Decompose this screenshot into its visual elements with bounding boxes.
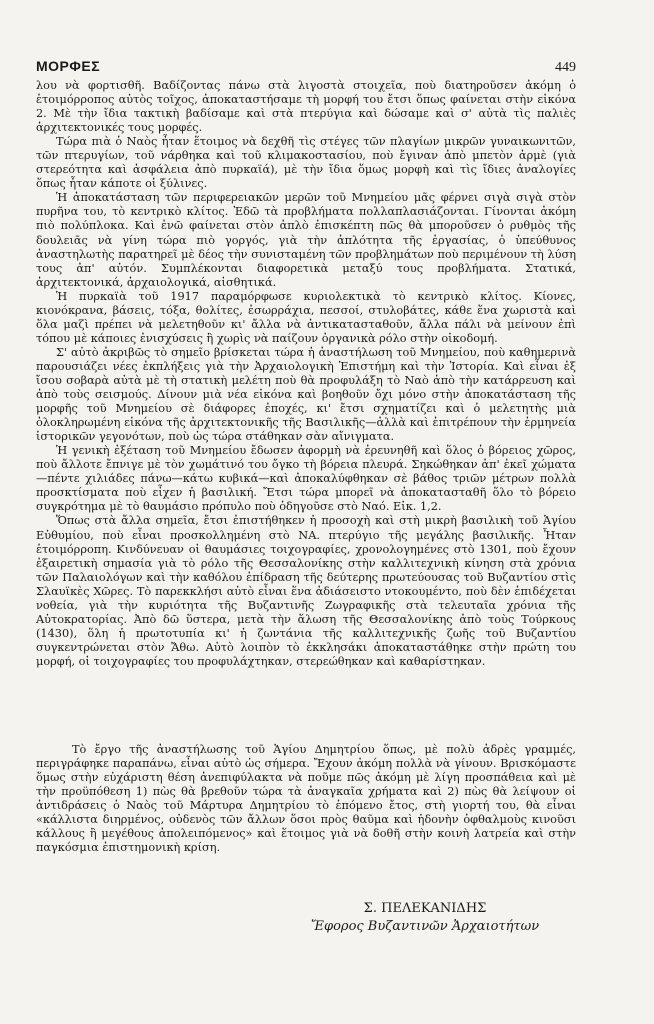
closing-paragraph: Τὸ ἔργο τῆς ἀναστήλωσης τοῦ Ἁγίου Δημητρίου ὅπως, μὲ πολὺ ἀδρὲς γραμμές, περιγράφηκε παραπάνω, εἶναι αὐτὸ ὡς σήμερα. Ἔχουν ἀκόμη πολλὰ νὰ γίνουν. Βρισκόμαστε ὅμως στὴν εὐχάριστη θέση ἀνεπιφύλακτα νὰ ποῦμε πῶς ἀκόμη μὲ λίγη προσπάθεια καὶ μὲ τὴν προϋπόθεση 1) πὼς θὰ βρεθοῦν τώρα τὰ ἀναγκαῖα χρήματα καὶ 2) πὼς θὰ λείψουν οἱ ἀντιδράσεις ὁ Ναὸς τοῦ Μάρτυρα Δημητρίου τὸ ἑπόμενο ἔτος, στὴ γιορτή του, θὰ εἶναι «κάλλιστα διηρμένος, οὐδενὸς τῶν ἄλλων ὅσοι πρὸς θαῦμα καὶ ἡδονὴν ὀφθαλμοὺς κινοῦσι κάλλους ἢ μεγέθους ἀπολειπόμενος» καὶ ἕτοιμος γιὰ νὰ δοθῆ στὴν κοινὴ λατρεία καὶ στὴν παγκόσμια ἐπιστημονικὴ κρίση.: [36, 743, 576, 855]
article-body: [36, 79, 576, 669]
paragraph-1: λου νὰ φορτισθῆ. Βαδίζοντας πάνω στὰ λιγοστὰ στοιχεῖα, ποὺ διατηροῦσεν ἀκόμη ὁ ἑτοιμόρροπος αὐτὸς τοῖχος, ἀποκαταστήσαμε τὴ μορφή του ἔτσι ὅπως φαίνεται στὴν εἰκόνα 2. Μὲ τὴν ἴδια τακτικὴ βαδίσαμε καὶ στὰ πτερύγια καὶ δώσαμε καὶ σ' αὐτὰ τὶς παλιὲς ἀρχιτεκτονικές τους μορφές.: [36, 79, 576, 135]
paragraph-5: Σ' αὐτὸ ἀκριβῶς τὸ σημεῖο βρίσκεται τώρα ἡ ἀναστήλωση τοῦ Μνημείου, ποὺ καθημερινὰ παρουσιάζει νέες ἐκπλήξεις γιὰ τὴν Ἀρχαιολογικὴ Ἐπιστήμη καὶ τὴν Ἱστορία. Καὶ εἶναι ἐξ ἴσου σοβαρὰ αὐτὰ μὲ τὴ στατικὴ μελέτη ποὺ θὰ προφυλάξη τὸ Ναὸ ἀπὸ τὴν κατάρρευση καὶ ἀπὸ τοὺς σεισμούς. Δίνουν μιὰ νέα εἰκόνα καὶ βοηθοῦν ὄχι μόνο στὴν ἀποκατάσταση τῆς μορφῆς τοῦ Μνημείου σὲ διάφορες ἐποχές, κι' ἔτσι σχηματίζει καὶ ὁ μελετητὴς μιὰ ὁλοκληρωμένη εἰκόνα τῆς ἀρχιτεκτονικῆς τῆς Βασιλικῆς—ἀλλὰ καὶ ἐπιτρέπουν τὴν ἑρμηνεία ἱστορικῶν γεγονότων, ποὺ ὡς τώρα στάθηκαν σὰν αἴνιγματα.: [36, 345, 576, 444]
page-number: 449: [555, 60, 576, 75]
author-name: Σ. ΠΕΛΕΚΑΝΙΔΗΣ: [363, 901, 487, 916]
signature-block: [300, 900, 550, 936]
paragraph-6: Ἡ γενικὴ ἐξέταση τοῦ Μνημείου ἔδωσεν ἀφορμὴ νὰ ἐρευνηθῆ καὶ ὅλος ὁ βόρειος χῶρος, ποὺ ἄλλοτε ἔπνιγε μὲ τὸν χωμάτινό του ὄγκο τὴ βόρεια πλευρά. Σηκώθηκαν ἀπ' ἐκεῖ χώματα—πέντε χιλιάδες πάνω—κάτω κυβικά—καὶ ἀποκαλύφθηκαν σὲ βάθος τριῶν μέτρων πολλὰ προσκτίσματα ποὺ εἶχεν ἡ βασιλική. Ἔτσι τώρα μπορεῖ νὰ ἀποκατασταθῆ ὅλο τὸ βόρειο συγκρότημα μὲ τὸ θαυμάσιο πρόπυλο ποὺ ὁδηγοῦσε στὸ Ναό. Εἰκ. 1,2.: [36, 444, 576, 514]
running-head: [36, 58, 576, 76]
paragraph-2: Τώρα πιὰ ὁ Ναὸς ἦταν ἕτοιμος νὰ δεχθῆ τὶς στέγες τῶν πλαγίων μικρῶν γυναικωνιτῶν, τῶν πτερυγίων, τοῦ νάρθηκα καὶ τοῦ κλιμακοστασίου, ποὺ ἔγιναν ἀπὸ μπετὸν ἀρμὲ (γιὰ στερεότητα καὶ ἀσφάλεια ἀπὸ πυρκαϊά), μὲ τὴν ἴδια ὅμως μορφὴ καὶ τὶς ἴδιες ἀναλογίες ὅπως ἦταν κάποτε οἱ ξύλινες.: [36, 135, 576, 191]
closing-section: [36, 743, 576, 855]
paragraph-7: Ὅπως στὰ ἄλλα σημεῖα, ἔτσι ἐπιστήθηκεν ἡ προσοχὴ καὶ στὴ μικρὴ βασιλικὴ τοῦ Ἁγίου Εὐθυμίου, ποὺ εἶναι προσκολλημένη στὸ ΝΑ. πτερύγιο τῆς μεγάλης βασιλικῆς. Ἦταν ἑτοιμόρροπη. Κινδύνευαν οἱ θαυμάσιες τοιχογραφίες, χρονολογημένες στὸ 1301, ποὺ ἔχουν ἐξαιρετικὴ σημασία γιὰ τὸ ρόλο τῆς Θεσσαλονίκης στὴν καλλιτεχνικὴ κίνηση στὰ χρόνια τῶν Παλαιολόγων καὶ τὴν καθόλου ἐπίδραση τῆς δεύτερης πρωτεύουσας τοῦ Βυζαντίου στὶς Σλαυϊκὲς Χῶρες. Τὸ παρεκκλήσι αὐτὸ εἶναι ἕνα ἀδιάσειστο ντοκουμέντο, ποὺ δὲν ἐπιδέχεται νοθεία, γιὰ τὴν κυριότητα τῆς Βυζαντινῆς Ζωγραφικῆς στὰ τελευταῖα χρόνια τῆς Αὐτοκρατορίας. Ἀπὸ δῶ ὕστερα, μετὰ τὴν ἅλωση τῆς Θεσσαλονίκης ἀπὸ τοὺς Τούρκους (1430), ὅλη ἡ πρωτοτυπία κι' ἡ ζωντάνια τῆς καλλιτεχνικῆς ζωῆς τοῦ Βυζαντίου συγκεντρώνεται στὸν Ἄθω. Αὐτὸ λοιπὸν τὸ ἐκκλησάκι ἀποκαταστάθηκε στὴν πρώτη του μορφή, οἱ τοιχογραφίες του προφυλάχτηκαν, στερεώθηκαν καὶ καθαρίστηκαν.: [36, 514, 576, 668]
paragraph-4: Ἡ πυρκαϊὰ τοῦ 1917 παραμόρφωσε κυριολεκτικὰ τὸ κεντρικὸ κλίτος. Κίονες, κιονόκρανα, βάσεις, τόξα, θολίτες, ἐσωρράχια, πεσσοί, στυλοβάτες, κάθε ἕνα χωριστὰ καὶ ὅλα μαζὶ πρέπει νὰ μελετηθοῦν κι' ἄλλα νὰ ἀντικατασταθοῦν, ἄλλα πάλι νὰ μείνουν ἐπὶ τόπου μὲ κάποιες ἐνισχύσεις ἢ χωρὶς νὰ παίζουν ὀργανικὰ ρόλο στὴν οἰκοδομή.: [36, 289, 576, 345]
author-role: Ἔφορος Βυζαντινῶν Ἀρχαιοτήτων: [310, 919, 540, 934]
paragraph-3: Ἡ ἀποκατάσταση τῶν περιφερειακῶν μερῶν τοῦ Μνημείου μᾶς φέρνει σιγὰ σιγὰ στὸν πυρῆνα του, τὸ κεντρικὸ κλίτος. Ἐδῶ τὰ προβλήματα πολλαπλασιάζονται. Γίνονται ἀκόμη πιὸ πολύπλοκα. Καὶ ἐνῶ φαίνεται στὸν ἁπλὸ ἐπισκέπτη πῶς θὰ μποροῦσεν ὁ ρυθμὸς τῆς δουλειᾶς νὰ γίνη τώρα πιὸ γοργός, γιὰ τὴν ἁπλότητα τῆς ἐργασίας, ὁ ὑπεύθυνος ἀναστηλωτὴς παρατηρεῖ μὲ δέος τὴν συνισταμένη τῶν προβλημάτων ποὺ περιμένουν τὴ λύση τους ἀπ' αὐτόν. Συμπλέκονται διαφορετικὰ μεταξύ τους προβλήματα. Στατικά, ἀρχιτεκτονικά, ἀρχαιολογικά, αἰσθητικά.: [36, 191, 576, 289]
journal-title: ΜΟΡΦΕΣ: [36, 58, 101, 74]
